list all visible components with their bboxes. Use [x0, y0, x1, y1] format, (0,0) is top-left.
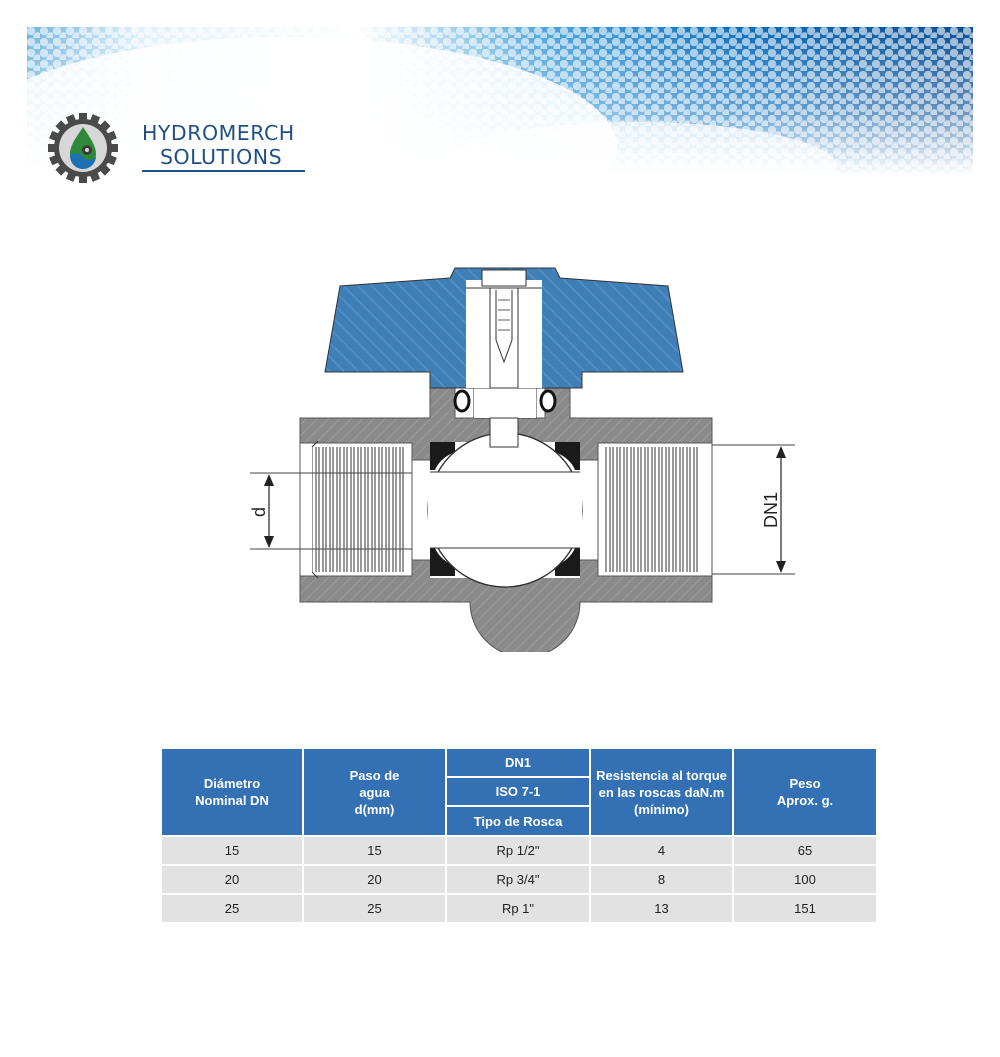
cell-paso: 15: [303, 836, 446, 865]
right-thread: [604, 447, 698, 572]
table-row: [161, 894, 877, 923]
table-row: [161, 836, 877, 865]
dimension-dn1-label: DN1: [761, 491, 781, 529]
table-row: [161, 865, 877, 894]
cell-dn: 20: [161, 865, 303, 894]
cell-torque: 13: [590, 894, 733, 923]
cell-dn: 15: [161, 836, 303, 865]
cell-paso: 25: [303, 894, 446, 923]
specification-table: [160, 749, 878, 924]
brand-name: [142, 121, 295, 169]
header-peso: Peso Aprox. g.: [733, 749, 877, 836]
header-resistencia: Resistencia al torque en las roscas daN.m (mínimo): [590, 749, 733, 836]
gear-water-drop-icon: [48, 113, 118, 183]
brand-underline: [142, 170, 305, 172]
header-paso-de-agua: Paso de agua d(mm): [303, 749, 446, 836]
cell-peso: 65: [733, 836, 877, 865]
cell-peso: 100: [733, 865, 877, 894]
cell-torque: 4: [590, 836, 733, 865]
brand-line-2: SOLUTIONS: [160, 145, 283, 169]
cell-rosca: Rp 1/2": [446, 836, 590, 865]
company-logo: [48, 113, 118, 183]
header-diametro-nominal: Diámetro Nominal DN: [161, 749, 303, 836]
header-iso: ISO 7-1: [446, 777, 590, 806]
header-dn1: DN1: [446, 749, 590, 777]
cell-rosca: Rp 3/4": [446, 865, 590, 894]
right-o-ring: [541, 391, 555, 411]
cell-paso: 20: [303, 865, 446, 894]
valve-cross-section-drawing: [245, 262, 805, 652]
cell-torque: 8: [590, 865, 733, 894]
cell-rosca: Rp 1": [446, 894, 590, 923]
handle-screw: [482, 270, 526, 286]
left-o-ring: [455, 391, 469, 411]
cell-dn: 25: [161, 894, 303, 923]
cell-peso: 151: [733, 894, 877, 923]
brand-line-1: HYDROMERCH: [142, 121, 295, 145]
left-thread: [312, 447, 406, 572]
header-tipo-rosca: Tipo de Rosca: [446, 806, 590, 836]
dimension-d-label: d: [249, 506, 269, 518]
